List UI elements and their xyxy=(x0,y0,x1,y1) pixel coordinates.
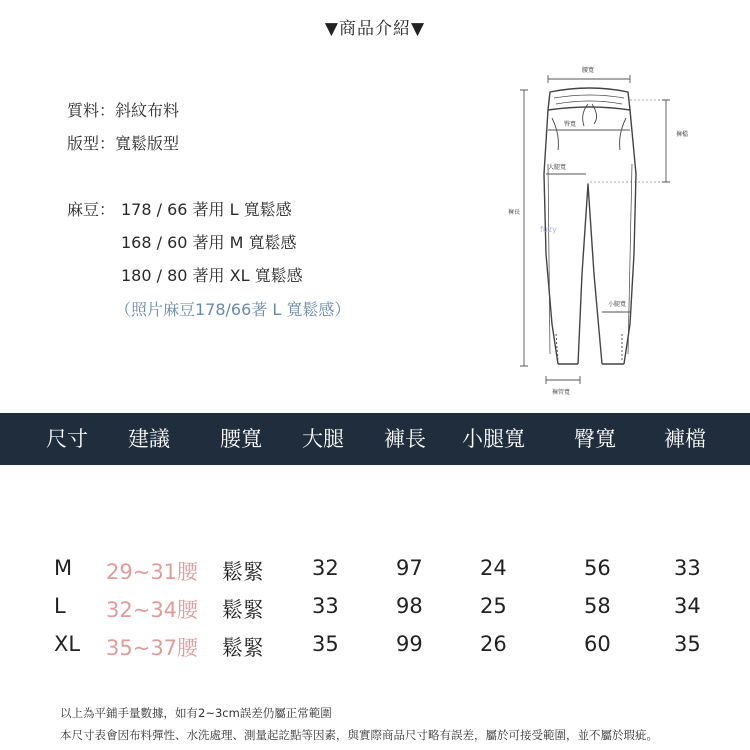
cell-hip: 56 xyxy=(584,556,611,580)
cell-size: M xyxy=(54,556,73,580)
size-table-header xyxy=(0,413,750,465)
fit-line: 版型：寬鬆版型 xyxy=(67,134,180,153)
diagram-label-waist: 腰寬 xyxy=(582,67,595,74)
cell-rise: 33 xyxy=(674,556,701,580)
cell-suggest: 35~37腰 xyxy=(106,636,199,660)
cell-calf: 26 xyxy=(480,632,507,656)
cell-suggest: 29~31腰 xyxy=(106,560,199,584)
header-length: 褲長 xyxy=(384,427,426,451)
header-calf: 小腿寬 xyxy=(462,427,525,451)
diagram-watermark: fuzy xyxy=(540,225,557,234)
cell-hip: 60 xyxy=(584,632,611,656)
diagram-label-length: 褲長 xyxy=(508,209,521,216)
cell-waist: 鬆緊 xyxy=(222,560,264,584)
diagram-label-hem: 褲管寬 xyxy=(552,389,571,396)
cell-waist: 鬆緊 xyxy=(222,636,264,660)
cell-thigh: 35 xyxy=(312,632,339,656)
cell-rise: 35 xyxy=(674,632,701,656)
header-size: 尺寸 xyxy=(46,427,88,451)
cell-length: 97 xyxy=(396,556,423,580)
cell-length: 98 xyxy=(396,594,423,618)
model-line-1: 178 / 66 著用 L 寬鬆感 xyxy=(121,200,292,219)
header-rise: 褲檔 xyxy=(664,427,706,451)
model-line-2: 168 / 60 著用 M 寬鬆感 xyxy=(121,233,297,252)
cell-thigh: 33 xyxy=(312,594,339,618)
material-line: 質料：斜紋布料 xyxy=(67,101,180,120)
header-thigh: 大腿 xyxy=(302,427,344,451)
header-hip: 臀寬 xyxy=(574,427,616,451)
cell-size: XL xyxy=(54,632,81,656)
footnote-2: 本尺寸表會因布料彈性、水洗處理、測量起訖點等因素，與實際商品尺寸略有誤差，屬於可接受範圍，並不屬於瑕疵。 xyxy=(60,728,658,742)
cell-size: L xyxy=(54,594,66,618)
cell-calf: 24 xyxy=(480,556,507,580)
cell-waist: 鬆緊 xyxy=(222,598,264,622)
pants-measurement-diagram-icon xyxy=(490,54,690,404)
cell-thigh: 32 xyxy=(312,556,339,580)
photo-note: （照片麻豆178/66著 L 寬鬆感） xyxy=(115,300,351,319)
section-title: ▼商品介紹▼ xyxy=(324,19,426,39)
cell-rise: 34 xyxy=(674,594,701,618)
header-suggest: 建議 xyxy=(128,427,170,451)
diagram-label-hip: 臀寬 xyxy=(564,121,577,128)
model-line-3: 180 / 80 著用 XL 寬鬆感 xyxy=(121,266,303,285)
cell-hip: 58 xyxy=(584,594,611,618)
diagram-label-thigh: 大腿寬 xyxy=(548,164,567,171)
diagram-label-calf: 小腿寬 xyxy=(608,301,627,308)
model-label: 麻豆： xyxy=(67,200,116,219)
diagram-label-rise: 褲檔 xyxy=(676,131,689,138)
header-waist: 腰寬 xyxy=(220,427,262,451)
cell-calf: 25 xyxy=(480,594,507,618)
cell-length: 99 xyxy=(396,632,423,656)
footnote-1: 以上為平鋪手量數據，如有2~3cm誤差仍屬正常範圍 xyxy=(60,706,332,720)
cell-suggest: 32~34腰 xyxy=(106,598,199,622)
